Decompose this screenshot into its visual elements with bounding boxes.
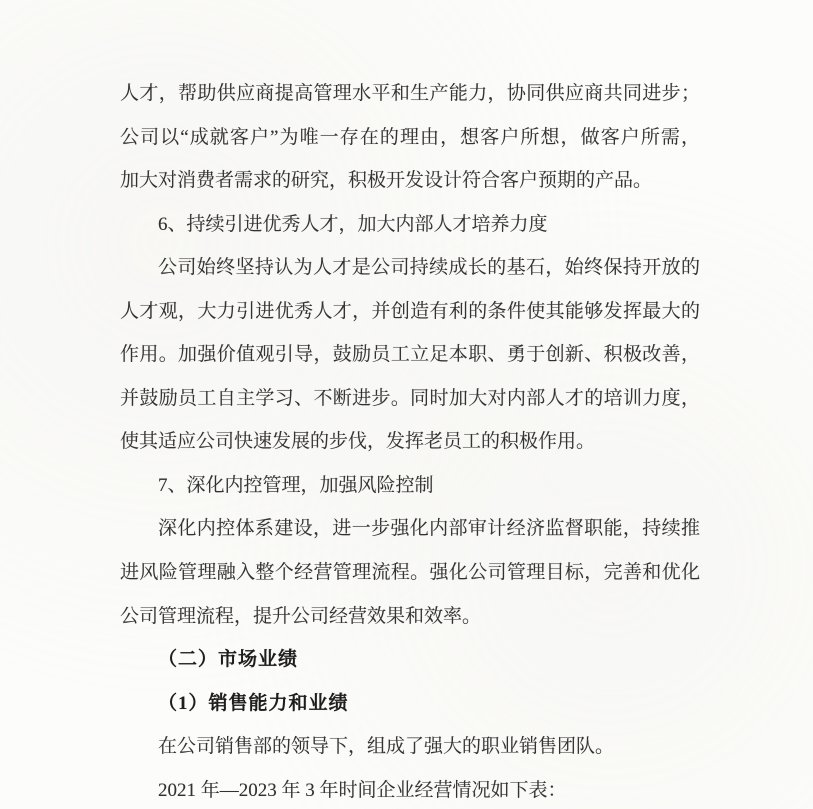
text-line: 并鼓励员工自主学习、不断进步。同时加大对内部人才的培训力度， <box>120 387 700 409</box>
text-line: 2021 年—2023 年 3 年时间企业经营情况如下表： <box>158 779 567 801</box>
section-heading: 7、深化内控管理，加强风险控制 <box>158 474 434 496</box>
section-heading-market-performance: （二）市场业绩 <box>158 649 299 671</box>
text-line: 人才，帮助供应商提高管理水平和生产能力，协同供应商共同进步； <box>120 83 700 104</box>
text-line: 使其适应公司快速发展的步伐，发挥老员工的积极作用。 <box>120 431 596 453</box>
document-text-block <box>120 72 700 809</box>
text-line: 人才观，大力引进优秀人才，并创造有利的条件使其能够发挥最大的 <box>120 300 700 322</box>
text-line: 公司以“成就客户”为唯一存在的理由，想客户所想，做客户所需， <box>120 126 700 148</box>
text-line: 公司管理流程，提升公司经营效果和效率。 <box>120 605 482 627</box>
text-line: 深化内控体系建设，进一步强化内部审计经济监督职能，持续推 <box>158 518 700 540</box>
text-line: 在公司销售部的领导下，组成了强大的职业销售团队。 <box>158 736 615 758</box>
section-heading-sales-ability: （1）销售能力和业绩 <box>158 692 349 714</box>
text-line: 加大对消费者需求的研究，积极开发设计符合客户预期的产品。 <box>120 170 653 192</box>
section-heading: 6、持续引进优秀人才，加大内部人才培养力度 <box>158 213 548 235</box>
text-line: 进风险管理融入整个经营管理流程。强化公司管理目标，完善和优化 <box>120 562 700 584</box>
text-line: 作用。加强价值观引导，鼓励员工立足本职、勇于创新、积极改善， <box>120 344 700 366</box>
text-line: 公司始终坚持认为人才是公司持续成长的基石，始终保持开放的 <box>158 257 700 279</box>
